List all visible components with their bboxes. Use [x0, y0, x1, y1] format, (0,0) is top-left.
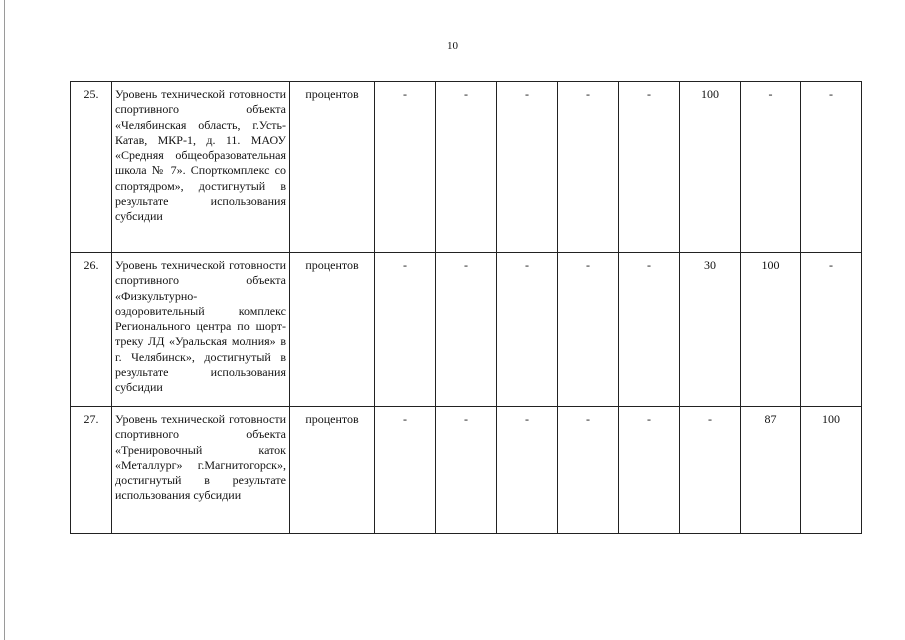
- value-cell: -: [436, 82, 497, 253]
- value-cell: -: [680, 407, 741, 534]
- value-cell: -: [558, 253, 619, 407]
- value-cell: 100: [801, 407, 862, 534]
- value-cell: -: [436, 407, 497, 534]
- value-cell: 100: [741, 253, 801, 407]
- page-margin-line: [4, 0, 5, 640]
- value-cell: -: [801, 82, 862, 253]
- indicator-description: Уровень технической готовности спортивного объекта «Физкультурно-оздоровительный комплекс Регионального центра по шорт-треку ЛД «Уральская молния» в г. Челябинск», достигнутый в результате использования субсидии: [112, 253, 290, 407]
- table-row: [71, 407, 862, 534]
- value-cell: -: [558, 82, 619, 253]
- value-cell: -: [375, 407, 436, 534]
- value-cell: -: [497, 407, 558, 534]
- value-cell: -: [375, 253, 436, 407]
- row-number: 26.: [71, 253, 112, 407]
- indicators-table: [70, 81, 862, 534]
- value-cell: 30: [680, 253, 741, 407]
- unit-cell: процентов: [290, 82, 375, 253]
- value-cell: -: [497, 253, 558, 407]
- value-cell: -: [619, 253, 680, 407]
- table-row: [71, 82, 862, 253]
- value-cell: -: [558, 407, 619, 534]
- row-number: 27.: [71, 407, 112, 534]
- value-cell: -: [801, 253, 862, 407]
- value-cell: -: [436, 253, 497, 407]
- value-cell: -: [619, 407, 680, 534]
- value-cell: 100: [680, 82, 741, 253]
- unit-cell: процентов: [290, 407, 375, 534]
- value-cell: -: [497, 82, 558, 253]
- page-number: 10: [447, 40, 458, 52]
- value-cell: -: [375, 82, 436, 253]
- unit-cell: процентов: [290, 253, 375, 407]
- indicator-description: Уровень технической готовности спортивного объекта «Челябинская область, г.Усть-Катав, МКР-1, д. 11. МАОУ «Средняя общеобразовательная школа № 7». Спорткомплекс со спортядром», достигнутый в результате использования субсидии: [112, 82, 290, 253]
- value-cell: -: [741, 82, 801, 253]
- table-row: [71, 253, 862, 407]
- value-cell: -: [619, 82, 680, 253]
- indicator-description: Уровень технической готовности спортивного объекта «Тренировочный каток «Металлург» г.Магнитогорск», достигнутый в результате использования субсидии: [112, 407, 290, 534]
- row-number: 25.: [71, 82, 112, 253]
- value-cell: 87: [741, 407, 801, 534]
